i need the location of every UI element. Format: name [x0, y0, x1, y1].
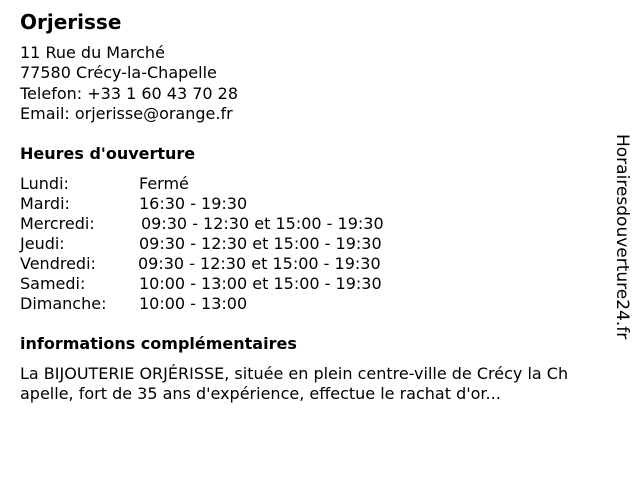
additional-info-heading: informations complémentaires	[20, 334, 297, 353]
hours-day: Vendredi:	[20, 254, 96, 273]
description-line: La BIJOUTERIE ORJÉRISSE, située en plein centre-ville de Crécy la Ch	[20, 364, 569, 383]
hours-time: 09:30 - 12:30 et 15:00 - 19:30	[141, 214, 384, 233]
business-name: Orjerisse	[20, 10, 122, 34]
email-address: Email: orjerisse@orange.fr	[20, 103, 233, 123]
hours-day: Samedi:	[20, 274, 86, 293]
phone-number: Telefon: +33 1 60 43 70 28	[20, 83, 239, 103]
hours-day: Mercredi:	[20, 214, 95, 233]
hours-time: 09:30 - 12:30 et 15:00 - 19:30	[138, 254, 381, 273]
hours-time: Fermé	[139, 174, 189, 193]
opening-hours-heading: Heures d'ouverture	[20, 144, 196, 163]
hours-time: 10:00 - 13:00 et 15:00 - 19:30	[139, 274, 382, 293]
business-description	[20, 364, 634, 404]
hours-time: 10:00 - 13:00	[139, 294, 248, 313]
contact-block	[20, 43, 238, 124]
hours-time: 16:30 - 19:30	[139, 194, 248, 213]
site-watermark: Horairesdouverture24.fr	[612, 134, 632, 340]
address-city: 77580 Crécy-la-Chapelle	[20, 63, 217, 83]
hours-day: Dimanche:	[20, 294, 107, 313]
hours-time: 09:30 - 12:30 et 15:00 - 19:30	[139, 234, 382, 253]
hours-day: Mardi:	[20, 194, 70, 213]
hours-day: Lundi:	[20, 174, 69, 193]
hours-day: Jeudi:	[20, 234, 65, 253]
address-street: 11 Rue du Marché	[20, 43, 165, 62]
description-line: apelle, fort de 35 ans d'expérience, effectue le rachat d'or...	[20, 384, 501, 403]
